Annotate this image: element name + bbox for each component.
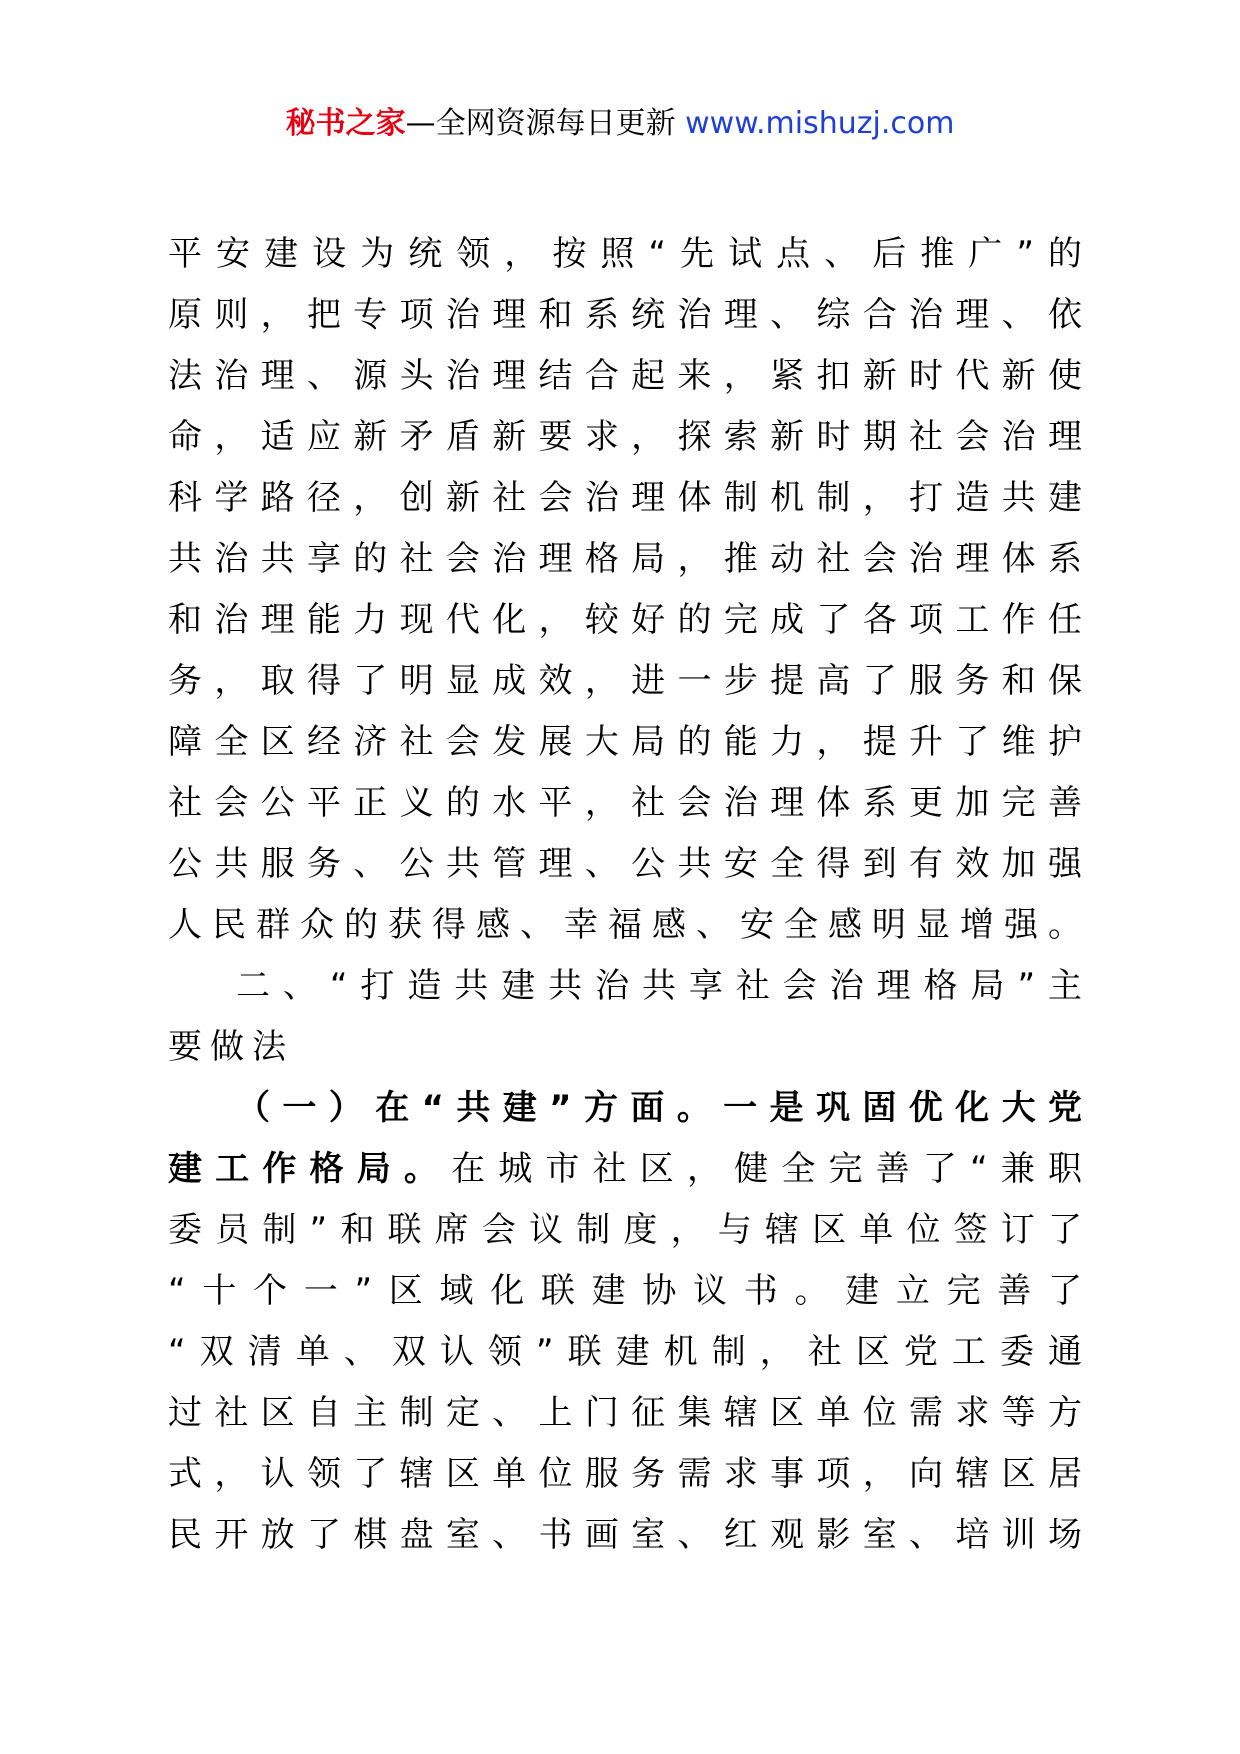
text-line: 民开放了棋盘室、书画室、红观影室、培训场 [168,1515,1082,1555]
text-line: 社会公平正义的水平，社会治理体系更加完善 [168,783,1082,823]
text-line: 式，认领了辖区单位服务需求事项，向辖区居 [168,1454,1082,1494]
bold-lead: 建工作格局。 [168,1149,452,1189]
text-line: 障全区经济社会发展大局的能力，提升了维护 [168,722,1082,762]
text-line: 务，取得了明显成效，进一步提高了服务和保 [168,661,1082,701]
text-line: 平安建设为统领，按照“先试点、后推广”的 [168,234,1082,274]
document-body [168,224,1082,1566]
section-heading-line: 要做法 [168,1027,294,1067]
text-line: 人民群众的获得感、幸福感、安全感明显增强。 [168,905,1082,945]
site-brand: 秘书之家 [285,106,406,141]
subsection-heading-line: （一）在“共建”方面。一是巩固优化大党 [236,1088,1082,1128]
text-line-mixed [168,1139,1082,1200]
text-run: 在城市社区，健全完善了“兼职 [451,1149,1082,1189]
text-line: 法治理、源头治理结合起来，紧扣新时代新使 [168,356,1082,396]
text-line: “双清单、双认领”联建机制，社区党工委通 [168,1332,1082,1372]
text-line: 原则，把专项治理和系统治理、综合治理、依 [168,295,1082,335]
text-line: 委员制”和联席会议制度，与辖区单位签订了 [168,1210,1082,1250]
text-line: 和治理能力现代化，较好的完成了各项工作任 [168,600,1082,640]
text-line: 科学路径，创新社会治理体制机制，打造共建 [168,478,1082,518]
text-line: 命，适应新矛盾新要求，探索新时期社会治理 [168,417,1082,457]
text-line: “十个一”区域化联建协议书。建立完善了 [168,1271,1082,1311]
text-line: 过社区自主制定、上门征集辖区单位需求等方 [168,1393,1082,1433]
section-heading-line: 二、“打造共建共治共享社会治理格局”主 [236,966,1082,1006]
text-line: 公共服务、公共管理、公共安全得到有效加强 [168,844,1082,884]
site-url-link[interactable]: www.mishuzj.com [685,106,955,141]
text-line: 共治共享的社会治理格局，推动社会治理体系 [168,539,1082,579]
site-header [0,102,1240,146]
site-tagline: —全网资源每日更新 [405,106,686,141]
